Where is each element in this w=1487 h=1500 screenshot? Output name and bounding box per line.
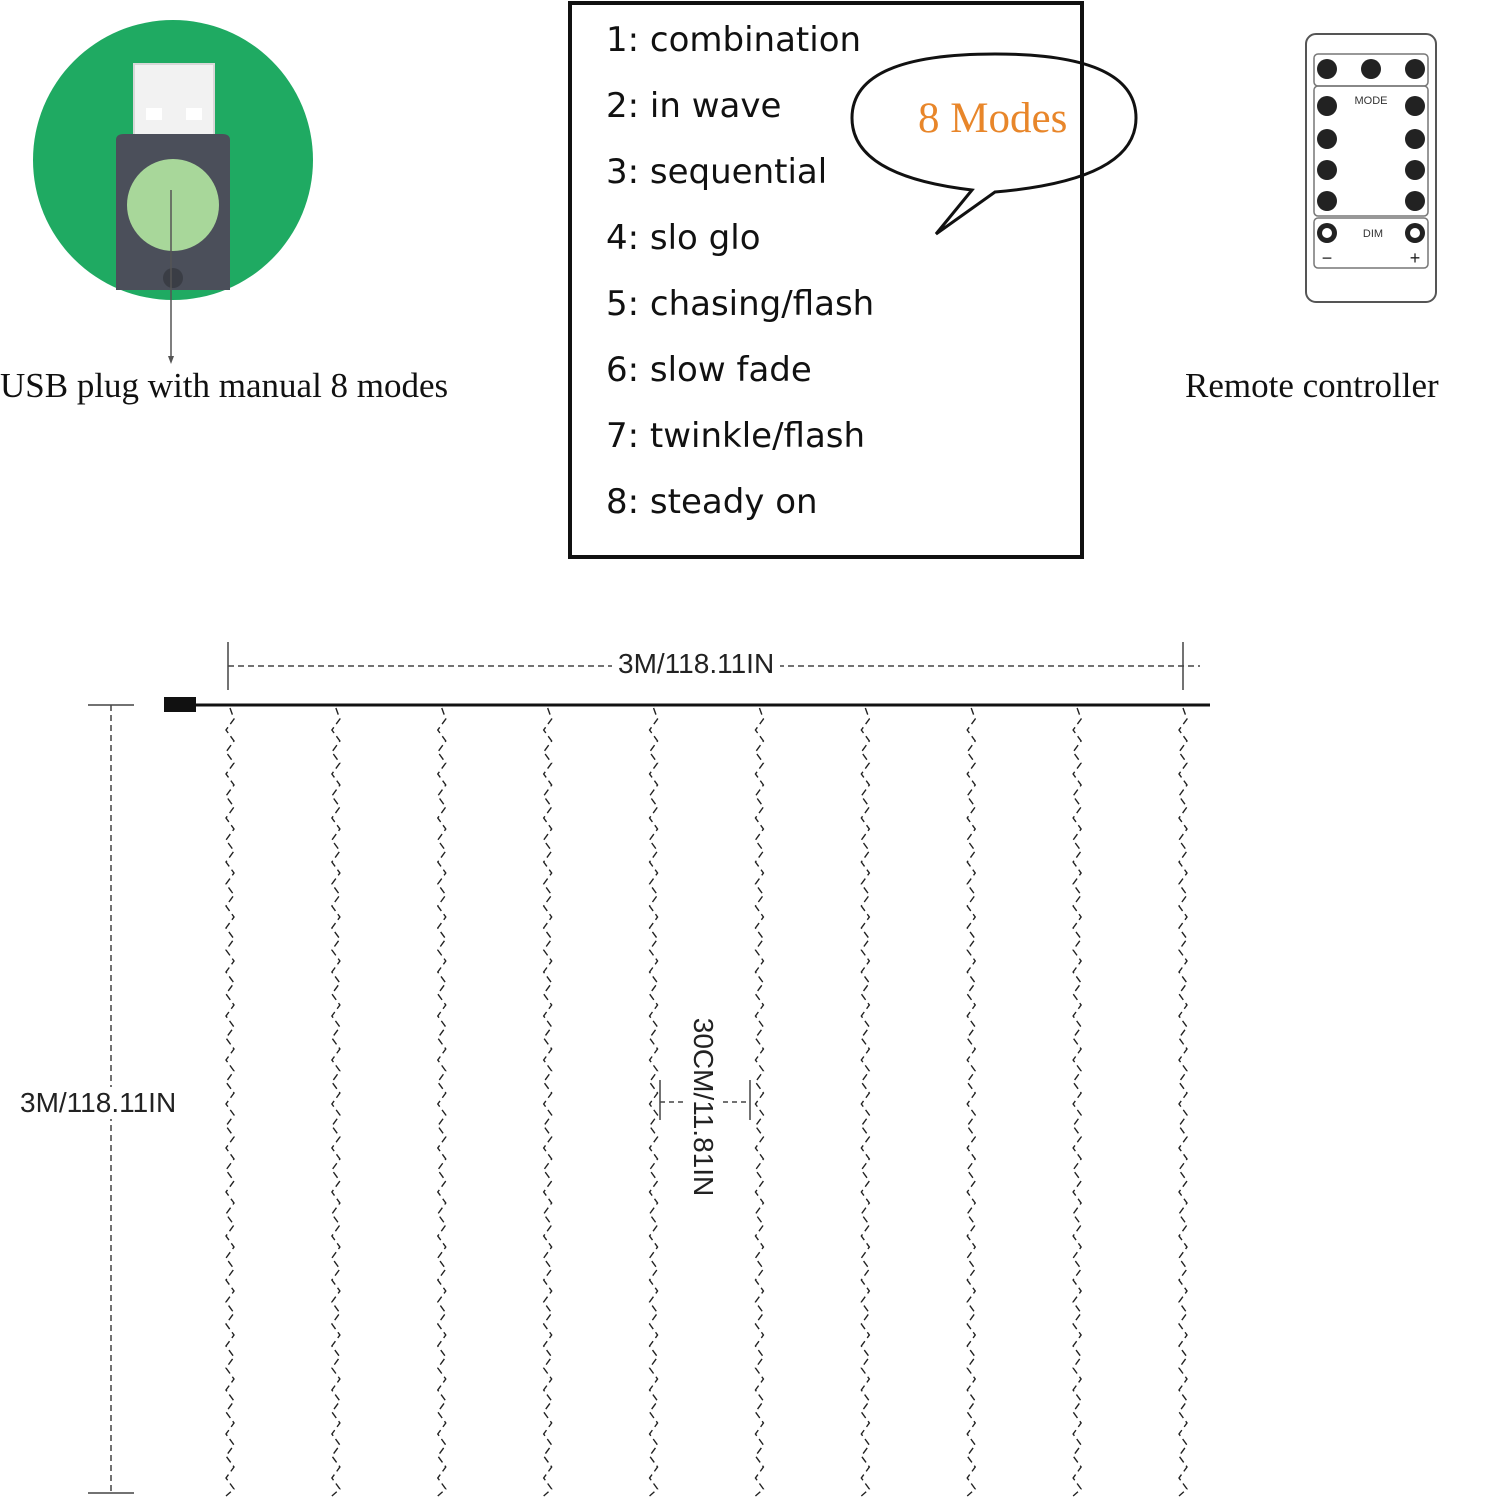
modes-list [568,1,1084,559]
remote-control-icon [1306,34,1436,302]
remote-caption: Remote controller [1185,366,1439,405]
light-strand [226,708,234,1496]
spacing-dimension-label: 30CM/11.81IN [688,1017,719,1197]
light-strand [967,708,975,1496]
svg-text:+: + [1409,248,1421,268]
main-wire [164,697,1210,712]
light-strand [544,708,552,1496]
light-strand [650,708,658,1496]
height-dimension-label: 3M/118.11IN [20,1087,177,1118]
light-strand [332,708,340,1496]
mode-item: 3: sequential [606,152,828,192]
light-strand [755,708,763,1496]
light-strand [438,708,446,1496]
mode-item: 2: in wave [606,86,782,126]
mode-item: 7: twinkle/flash [606,416,866,456]
usb-caption: USB plug with manual 8 modes [0,366,449,405]
modes-bubble-text: 8 Modes [918,95,1068,142]
light-strand [861,708,869,1496]
mode-item: 4: slo glo [606,218,761,258]
svg-text:−: − [1321,248,1333,268]
mode-item: 5: chasing/flash [606,284,875,324]
svg-text:DIM: DIM [1362,228,1384,240]
svg-text:MODE: MODE [1354,95,1388,107]
usb-plug-icon [33,20,313,364]
mode-item: 1: combination [606,20,862,60]
light-strand [1073,708,1081,1496]
light-strand [1179,708,1187,1496]
mode-item: 6: slow fade [606,350,812,390]
width-dimension-label: 3M/118.11IN [612,648,780,680]
mode-item: 8: steady on [606,482,818,522]
